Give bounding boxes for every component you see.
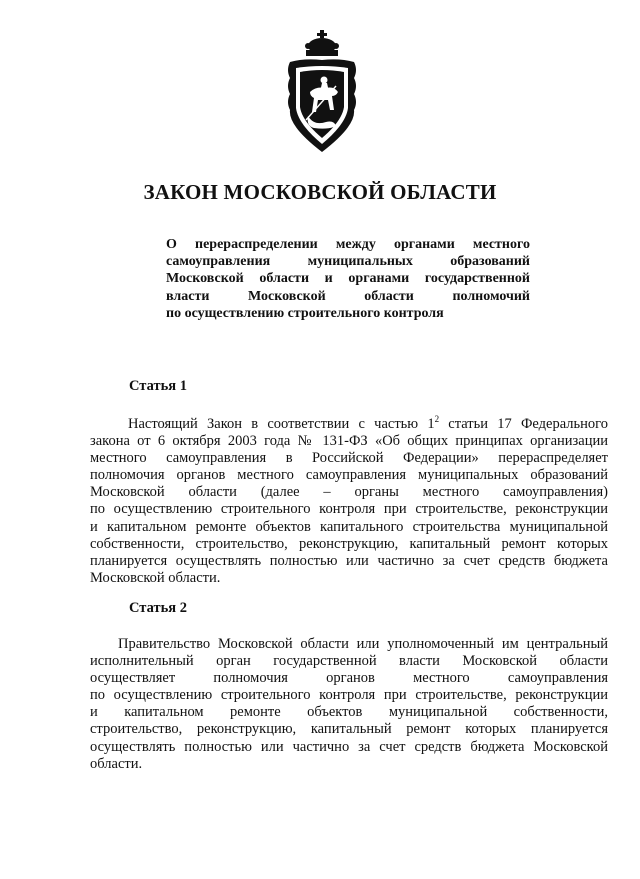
paragraph-line: области. — [90, 755, 143, 772]
paragraph-line: по осуществлению строительного контроля при строительстве, реконструкции — [90, 501, 608, 518]
article-1-text — [90, 416, 608, 587]
article-1-heading: Статья 1 — [129, 378, 187, 394]
document-title: ЗАКОН МОСКОВСКОЙ ОБЛАСТИ — [143, 180, 497, 204]
paragraph-line: Настоящий Закон в соответствии с частью $1^2$ статьи 17 Федерального — [128, 414, 608, 432]
paragraph-line: исполнительный орган государственной власти Московской области — [90, 653, 608, 670]
paragraph-line: собственности, строительство, реконструкцию, капитальный ремонт которых — [90, 535, 608, 552]
article-2-heading: Статья 2 — [129, 600, 187, 616]
paragraph-line: и капитальном ремонте объектов капитального строительства муниципальной — [90, 518, 608, 535]
paragraph-line: и капитальном ремонте объектов муниципальной собственности, — [90, 704, 608, 721]
subject-line: самоуправления муниципальных образований — [166, 254, 530, 270]
paragraph-line: Московской области. — [90, 569, 221, 586]
subject-line: Московской области и органами государственной — [166, 271, 530, 287]
subject-line: О перераспределении между органами местного — [166, 237, 530, 252]
paragraph-line: местного самоуправления в Российской Федерации» перераспределяет — [90, 450, 608, 467]
paragraph-line: закона от 6 октября 2003 года № 131-ФЗ «Об общих принципах организации — [90, 433, 608, 450]
paragraph-line: осуществляет полномочия органов местного самоуправления — [90, 670, 608, 687]
paragraph-line: по осуществлению строительного контроля при строительстве, реконструкции — [90, 687, 608, 704]
subject-line: власти Московской области полномочий — [166, 288, 530, 304]
paragraph-line: полномочия органов местного самоуправления муниципальных образований — [90, 467, 608, 484]
subject-line: по осуществлению строительного контроля — [166, 305, 444, 321]
paragraph-line: Правительство Московской области или уполномоченный им центральный — [118, 636, 608, 652]
footnote-superscript: 2 — [434, 414, 440, 425]
paragraph-line: осуществлять полностью или частично за счет средств бюджета Московской — [90, 738, 608, 755]
coat-of-arms-icon — [284, 30, 360, 158]
paragraph-line: Московской области (далее – органы местного самоуправления) — [90, 484, 608, 501]
paragraph-line: планируется осуществлять полностью или частично за счет средств бюджета — [90, 552, 608, 569]
paragraph-line: строительство, реконструкцию, капитальный ремонт которых планируется — [90, 721, 608, 738]
article-2-text — [90, 636, 608, 773]
law-subject — [166, 236, 530, 322]
